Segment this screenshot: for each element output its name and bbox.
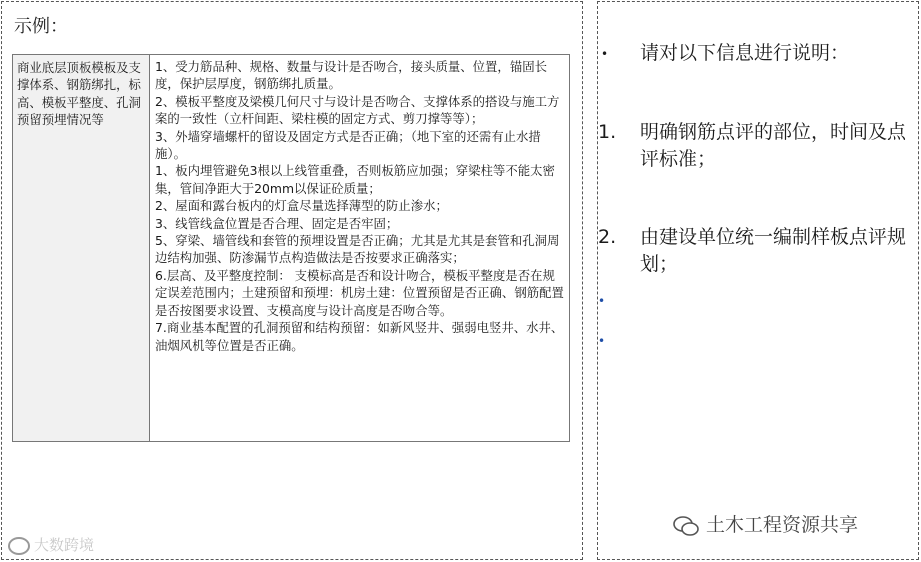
bullet-marker: • xyxy=(598,334,606,348)
wechat-icon xyxy=(672,515,700,537)
example-title: 示例： xyxy=(14,16,68,37)
number-marker: 1. xyxy=(598,121,617,143)
notes-panel xyxy=(597,1,919,560)
bullet-marker: • xyxy=(601,47,609,61)
content-line: 3、线管线盒位置是否合理、固定是否牢固； xyxy=(155,215,399,231)
review-table xyxy=(12,54,570,442)
list-item-text: 明确钢筋点评的部位，时间及点评标准； xyxy=(640,121,907,170)
content-line: 1、受力筋品种、规格、数量与设计是否吻合，接头质量、位置，锚固长度，保护层厚度，钢筋绑扎质量。 xyxy=(155,59,547,92)
content-line: 2、屋面和露台板内的灯盒尽量选择薄型的防止渗水； xyxy=(155,198,448,214)
review-item-cell: 商业底层顶板模板及支撑体系、钢筋绑扎，标高、模板平整度、孔洞预留预埋情况等 xyxy=(13,55,150,442)
content-line: 5、穿梁、墙管线和套管的预埋设置是否正确；尤其是尤其是套管和孔洞周边结构加强、防渗漏节点构造做法是否按要求正确落实； xyxy=(155,233,560,266)
content-line: 2、模板平整度及梁模几何尺寸与设计是否吻合、支撑体系的搭设与施工方案的一致性（立杆间距、梁柱模的固定方式、剪刀撑等等）； xyxy=(155,93,560,127)
watermark-left xyxy=(8,534,94,555)
example-panel xyxy=(1,1,583,560)
watermark-right-text: 土木工程资源共享 xyxy=(706,514,859,536)
content-line: 1、板内埋管避免3根以上线管重叠，否则板筋应加强；穿梁柱等不能太密集，管间净距大于20mm以保证砼质量； xyxy=(155,163,555,196)
watermark-right xyxy=(672,510,858,537)
watermark-logo-icon xyxy=(8,537,30,555)
list-item-text: 请对以下信息进行说明： xyxy=(640,42,850,64)
bullet-marker: • xyxy=(598,294,606,308)
content-line: 7.商业基本配置的孔洞预留和结构预留：如新风竖井、强弱电竖井、水井、油烟风机等位置是否正确。 xyxy=(155,320,564,353)
review-content-cell xyxy=(150,55,570,442)
table-row xyxy=(13,55,570,442)
number-marker: 2. xyxy=(598,226,617,248)
content-line: 3、外墙穿墙螺杆的留设及固定方式是否正确；（地下室的还需有止水措施）。 xyxy=(155,128,541,162)
content-line: 6.层高、及平整度控制： 支模标高是否和设计吻合，模板平整度是否在规定误差范围内；土建预留和预埋：机房土建：位置预留是否正确、钢筋配置是否按图要求设置、支模高度与设计高度是否吻合等。 xyxy=(155,267,564,318)
watermark-left-text: 大数跨境 xyxy=(34,536,95,554)
list-item-text: 由建设单位统一编制样板点评规划； xyxy=(640,226,907,275)
